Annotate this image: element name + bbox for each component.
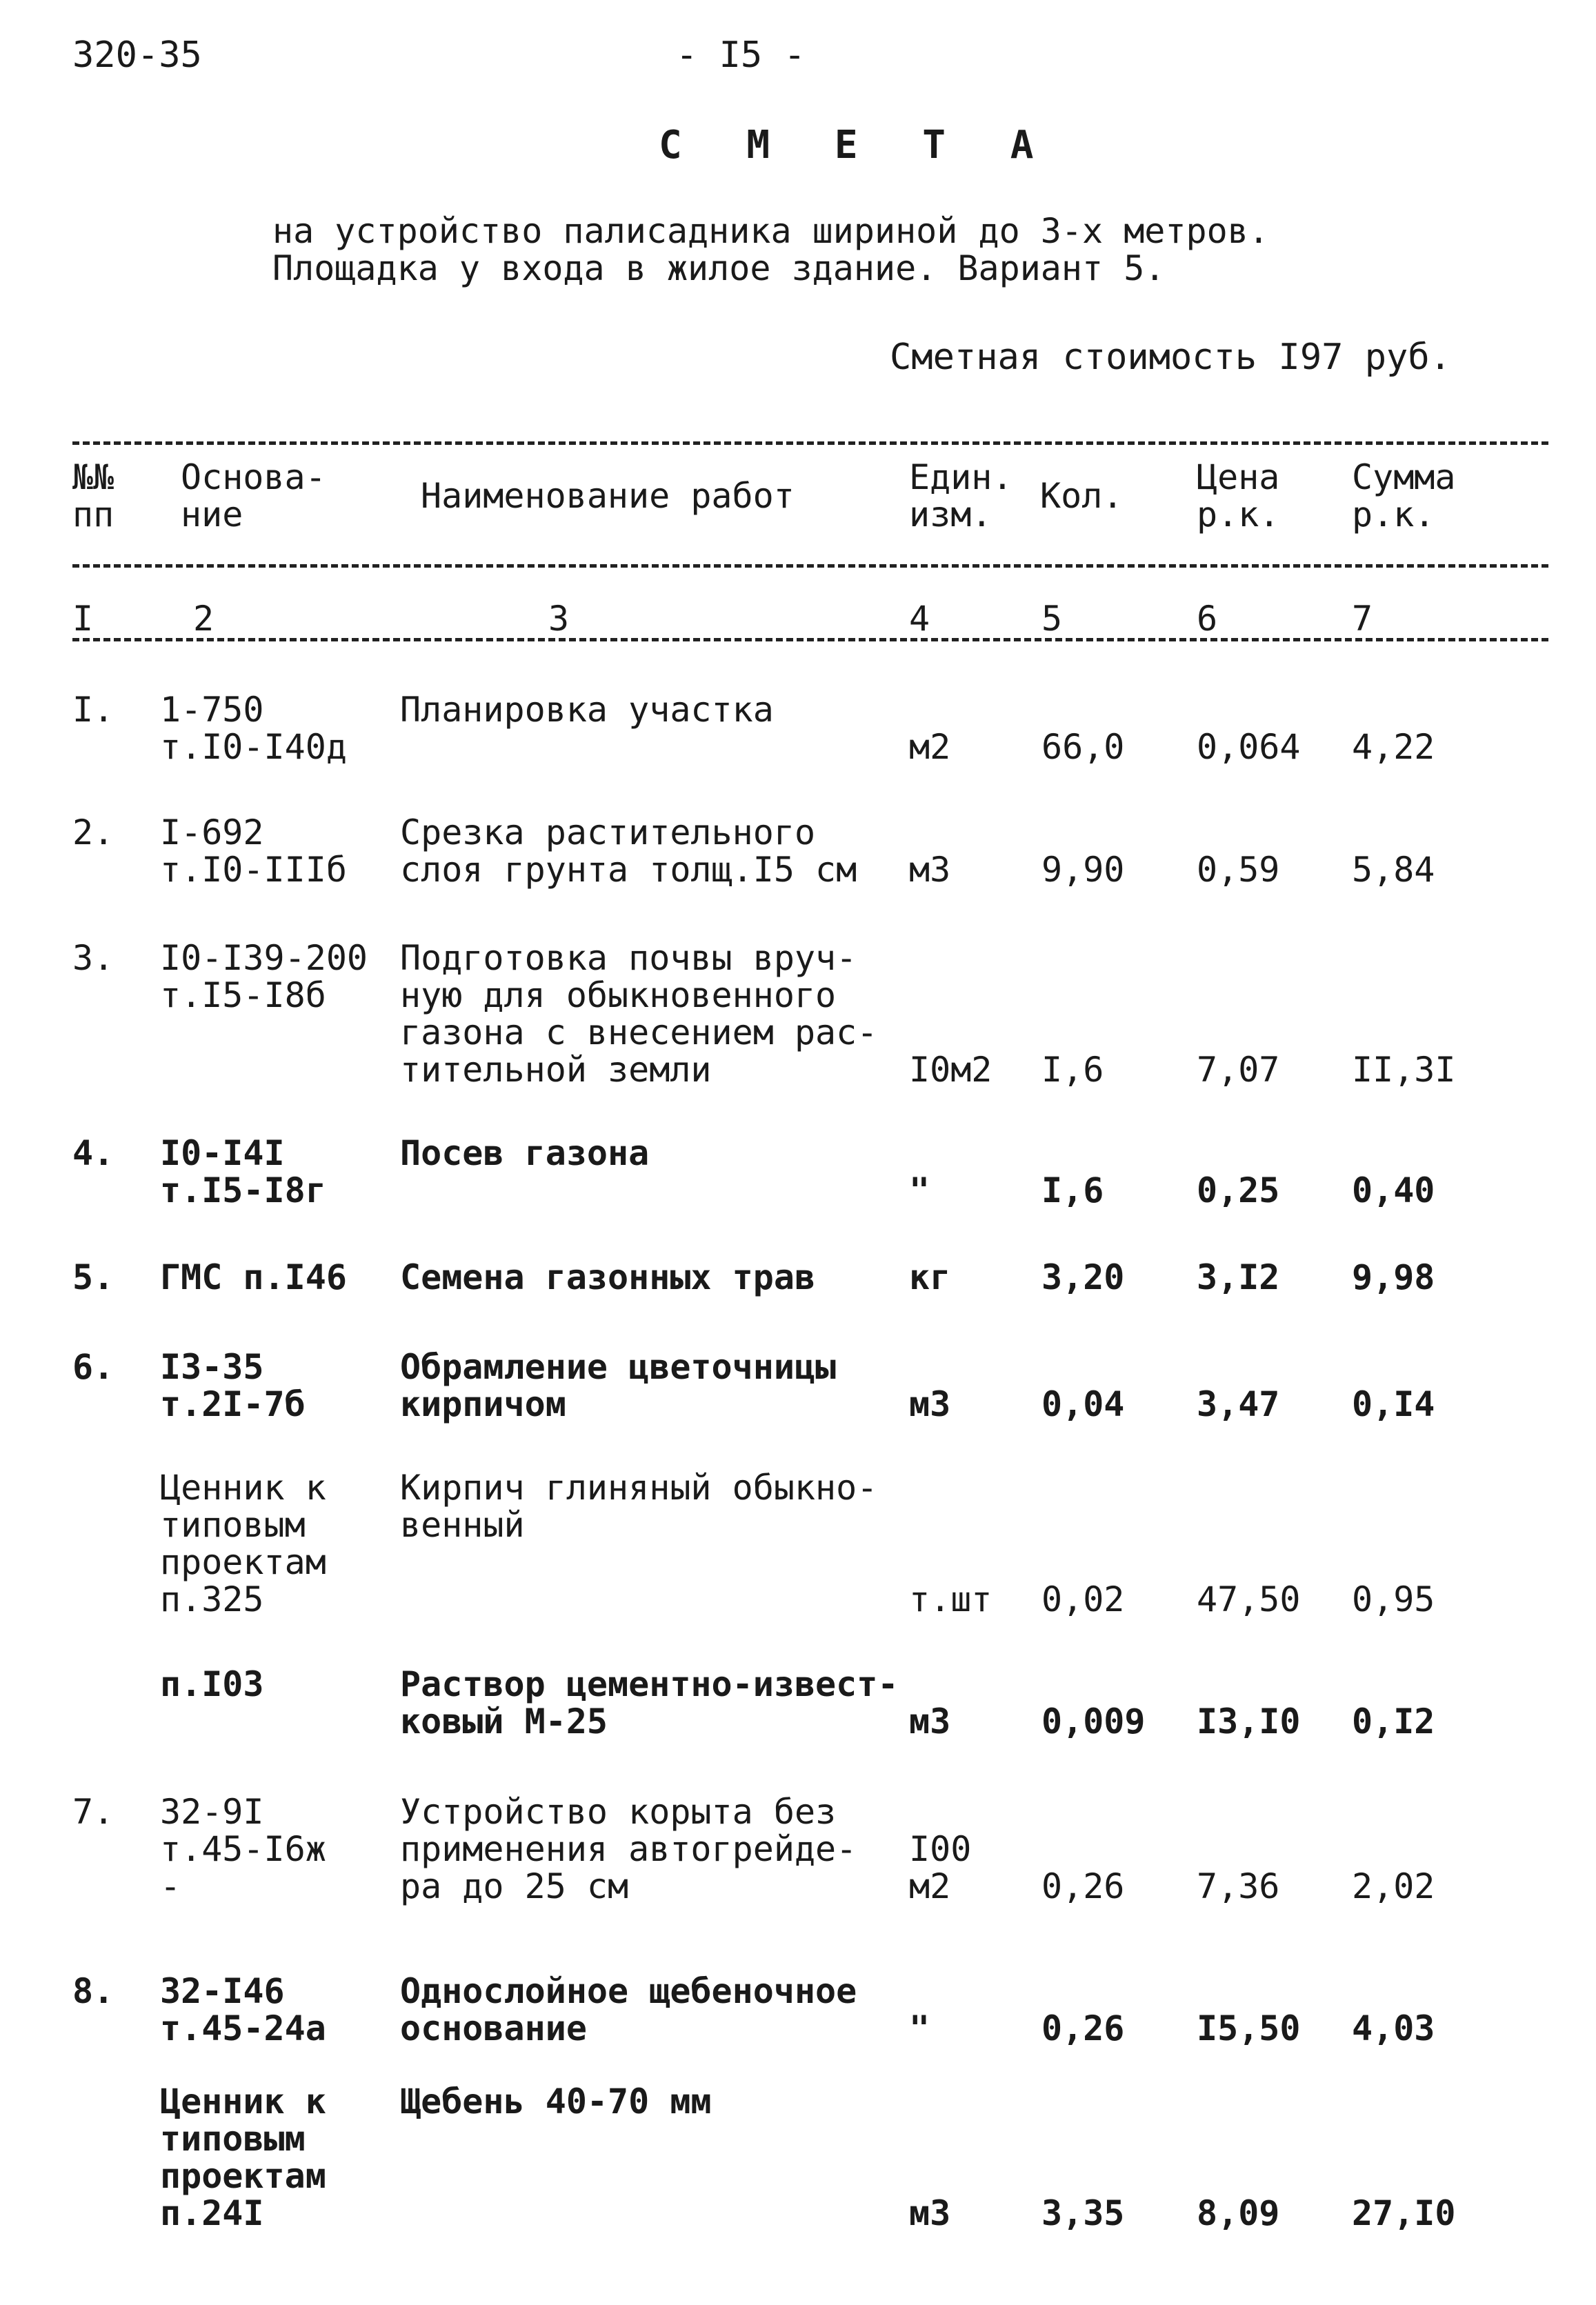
- basis-line: т.I5-I8г: [160, 1170, 326, 1210]
- price: 0,59: [1197, 850, 1280, 890]
- basis-line: -: [160, 1866, 181, 1906]
- estimated-cost: Сметная стоимость I97 руб.: [890, 337, 1451, 378]
- row-number: 8.: [72, 1971, 114, 2011]
- basis-line: типовым: [160, 1505, 306, 1545]
- header-num-line-2: пп: [72, 495, 114, 535]
- work-name-line: Посев газона: [400, 1133, 650, 1173]
- column-number: 6: [1197, 599, 1218, 639]
- quantity: 0,26: [1041, 2008, 1125, 2048]
- subtitle-line-2: Площадка у входа в жилое здание. Вариант 5.: [272, 248, 1166, 288]
- table-row: [0, 1793, 1596, 1905]
- column-number: 2: [193, 599, 215, 639]
- table-row: [0, 691, 1596, 766]
- unit-line: м3: [909, 1384, 951, 1424]
- work-name-line: Однослойное щебеночное: [400, 1971, 857, 2011]
- work-name-line: Устройство корыта без: [400, 1792, 837, 1832]
- row-number: I.: [72, 690, 114, 730]
- price: I5,50: [1197, 2008, 1301, 2048]
- table-row: [0, 1135, 1596, 1209]
- basis-line: т.I5-I8б: [160, 975, 326, 1015]
- header-price-line-1: Цена: [1197, 457, 1280, 497]
- quantity: 3,20: [1041, 1257, 1125, 1297]
- work-name-line: Обрамление цветочницы: [400, 1347, 837, 1387]
- price: 0,064: [1197, 727, 1301, 767]
- work-name-line: ра до 25 см: [400, 1866, 629, 1906]
- header-unit-line-1: Един.: [909, 457, 1013, 497]
- basis-line: I0-I4I: [160, 1133, 285, 1173]
- price: 0,25: [1197, 1170, 1280, 1210]
- basis-line: ГМС п.I46: [160, 1257, 347, 1297]
- work-name-line: Щебень 40-70 мм: [400, 2082, 712, 2122]
- basis-line: п.24I: [160, 2193, 264, 2233]
- table-row: [0, 1348, 1596, 1423]
- basis-line: т.45-I6ж: [160, 1829, 326, 1869]
- header-bottom-rule: [72, 564, 1548, 568]
- price: 7,36: [1197, 1866, 1280, 1906]
- price: 3,I2: [1197, 1257, 1280, 1297]
- basis-line: Ценник к: [160, 1468, 326, 1508]
- table-row: [0, 814, 1596, 888]
- row-number: 2.: [72, 812, 114, 852]
- work-name-line: Семена газонных трав: [400, 1257, 816, 1297]
- sum: 27,I0: [1352, 2193, 1456, 2233]
- header-basis-line-2: ние: [181, 495, 243, 535]
- quantity: 0,009: [1041, 1702, 1146, 1742]
- basis-line: Ценник к: [160, 2082, 326, 2122]
- work-name-line: Срезка растительного: [400, 812, 816, 852]
- basis-line: проектам: [160, 2156, 326, 2196]
- work-name-line: слоя грунта толщ.I5 см: [400, 850, 857, 890]
- table-row: [0, 939, 1596, 1088]
- price: 3,47: [1197, 1384, 1280, 1424]
- basis-line: т.45-24а: [160, 2008, 326, 2048]
- basis-line: проектам: [160, 1542, 326, 1582]
- document-code: 320-35: [72, 34, 202, 76]
- basis-line: т.I0-IIIб: [160, 850, 347, 890]
- quantity: I,6: [1041, 1050, 1104, 1090]
- basis-line: т.I0-I40д: [160, 727, 347, 767]
- basis-line: п.I03: [160, 1664, 264, 1704]
- basis-line: т.2I-7б: [160, 1384, 306, 1424]
- basis-line: 32-9I: [160, 1792, 264, 1832]
- sum: 9,98: [1352, 1257, 1435, 1297]
- sum: 4,03: [1352, 2008, 1435, 2048]
- basis-line: п.325: [160, 1579, 264, 1619]
- row-number: 4.: [72, 1133, 114, 1173]
- sum: 2,02: [1352, 1866, 1435, 1906]
- row-number: 3.: [72, 938, 114, 978]
- work-name-line: венный: [400, 1505, 525, 1545]
- column-number: 7: [1352, 599, 1373, 639]
- header-basis-line-1: Основа-: [181, 457, 326, 497]
- quantity: 0,02: [1041, 1579, 1125, 1619]
- quantity: 3,35: [1041, 2193, 1125, 2233]
- column-number: 3: [548, 599, 570, 639]
- header-num-line-1: №№: [72, 457, 114, 497]
- unit-line: ": [909, 1170, 930, 1210]
- header-sum-line-2: р.к.: [1352, 495, 1435, 535]
- price: 8,09: [1197, 2193, 1280, 2233]
- work-name-line: Раствор цементно-извест-: [400, 1664, 899, 1704]
- table-row: [0, 1469, 1596, 1618]
- unit-line: I00: [909, 1829, 972, 1869]
- basis-line: 32-I46: [160, 1971, 285, 2011]
- sum: II,3I: [1352, 1050, 1456, 1090]
- sum: 0,I2: [1352, 1702, 1435, 1742]
- work-name-line: Планировка участка: [400, 690, 774, 730]
- basis-line: типовым: [160, 2119, 306, 2159]
- basis-line: I-692: [160, 812, 264, 852]
- price: 7,07: [1197, 1050, 1280, 1090]
- table-row: [0, 1259, 1596, 1296]
- quantity: 0,26: [1041, 1866, 1125, 1906]
- header-sum-line-1: Сумма: [1352, 457, 1456, 497]
- document-title: С М Е Т А: [659, 123, 1055, 168]
- unit-line: т.шт: [909, 1579, 992, 1619]
- quantity: I,6: [1041, 1170, 1104, 1210]
- row-number: 7.: [72, 1792, 114, 1832]
- quantity: 66,0: [1041, 727, 1125, 767]
- column-number: 4: [909, 599, 930, 639]
- header-unit-line-2: изм.: [909, 495, 992, 535]
- work-name-line: Подготовка почвы вруч-: [400, 938, 857, 978]
- unit-line: м3: [909, 1702, 951, 1742]
- table-row: [0, 2083, 1596, 2232]
- unit-line: м2: [909, 727, 951, 767]
- header-qty: Кол.: [1040, 476, 1124, 516]
- sum: 4,22: [1352, 727, 1435, 767]
- work-name-line: кирпичом: [400, 1384, 566, 1424]
- sum: 0,40: [1352, 1170, 1435, 1210]
- basis-line: 1-750: [160, 690, 264, 730]
- work-name-line: применения автогрейде-: [400, 1829, 857, 1869]
- quantity: 0,04: [1041, 1384, 1125, 1424]
- row-number: 5.: [72, 1257, 114, 1297]
- unit-line: I0м2: [909, 1050, 992, 1090]
- unit-line: ": [909, 2008, 930, 2048]
- work-name-line: основание: [400, 2008, 587, 2048]
- price: 47,50: [1197, 1579, 1301, 1619]
- unit-line: м2: [909, 1866, 951, 1906]
- row-number: 6.: [72, 1347, 114, 1387]
- column-number-rule: [72, 638, 1548, 641]
- basis-line: I0-I39-200: [160, 938, 368, 978]
- subtitle-line-1: на устройство палисадника шириной до 3-х метров.: [272, 211, 1269, 251]
- unit-line: м3: [909, 850, 951, 890]
- header-price-line-2: р.к.: [1197, 495, 1280, 535]
- sum: 0,95: [1352, 1579, 1435, 1619]
- sum: 0,I4: [1352, 1384, 1435, 1424]
- column-number: I: [72, 599, 94, 639]
- column-number: 5: [1041, 599, 1063, 639]
- price: I3,I0: [1197, 1702, 1301, 1742]
- quantity: 9,90: [1041, 850, 1125, 890]
- work-name-line: тительной земли: [400, 1050, 712, 1090]
- work-name-line: газона с внесением рас-: [400, 1012, 878, 1052]
- work-name-line: ковый М-25: [400, 1702, 608, 1742]
- unit-line: кг: [909, 1257, 951, 1297]
- sum: 5,84: [1352, 850, 1435, 890]
- work-name-line: ную для обыкновенного: [400, 975, 837, 1015]
- work-name-line: Кирпич глиняный обыкно-: [400, 1468, 878, 1508]
- header-name: Наименование работ: [421, 476, 795, 516]
- table-row: [0, 1666, 1596, 1740]
- unit-line: м3: [909, 2193, 951, 2233]
- basis-line: I3-35: [160, 1347, 264, 1387]
- table-row: [0, 1973, 1596, 2047]
- page-number: - I5 -: [676, 34, 806, 76]
- table-top-rule: [72, 441, 1548, 445]
